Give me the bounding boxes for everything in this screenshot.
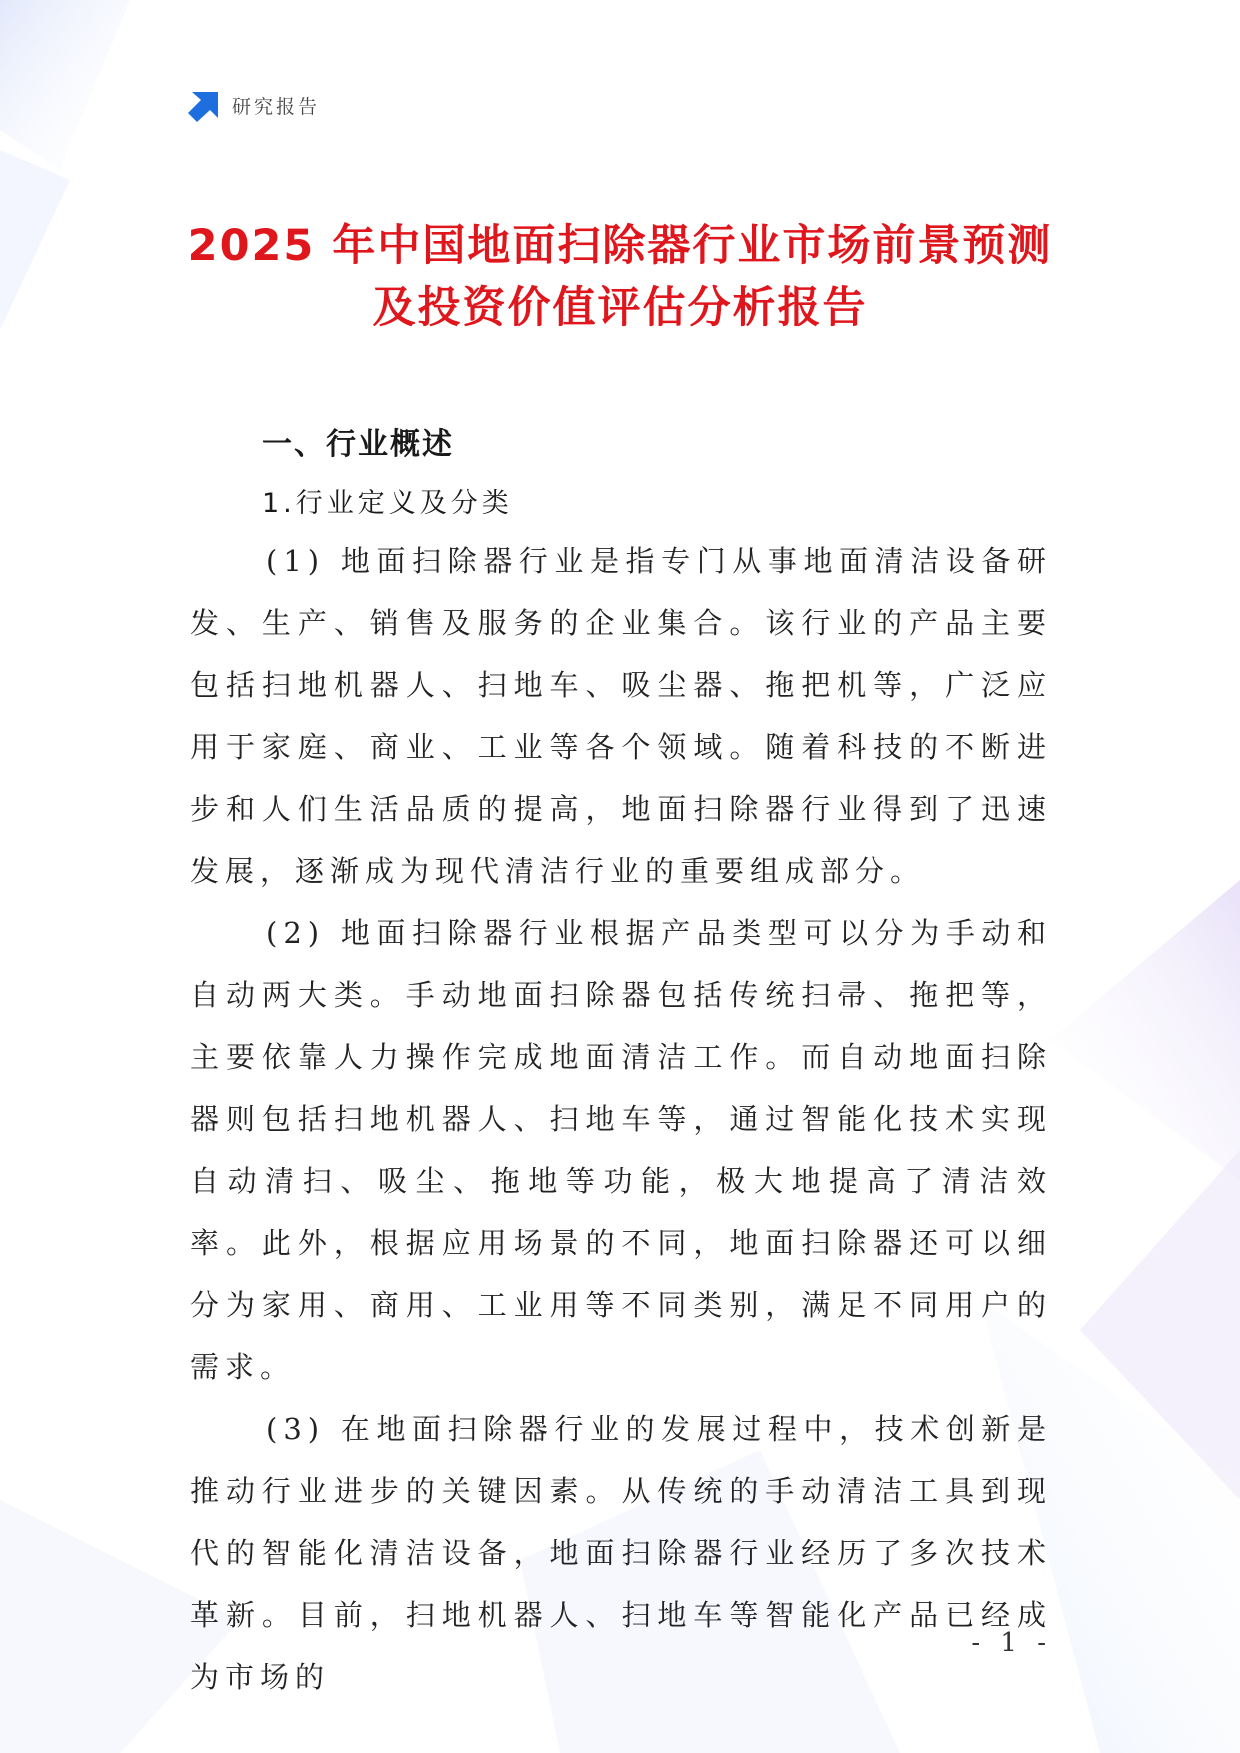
title-line-1: 2025 年中国地面扫除器行业市场前景预测 (187, 221, 1053, 271)
title-line-2: 及投资价值评估分析报告 (372, 283, 868, 333)
section-subheading: 1.行业定义及分类 (262, 488, 513, 519)
report-title (150, 215, 1090, 339)
report-body (190, 410, 1052, 1708)
paragraph-3: (3) 在地面扫除器行业的发展过程中，技术创新是推动行业进步的关键因素。从传统的手动清洁工具到现代的智能化清洁设备，地面扫除器行业经历了多次技术革新。目前，扫地机器人、扫地车等智能化产品已经成为市场的 (190, 1412, 1052, 1694)
header-label: 研究报告 (232, 95, 321, 118)
report-header (188, 88, 320, 122)
page-number: - 1 - (971, 1628, 1052, 1658)
section-heading: 一、行业概述 (262, 427, 454, 462)
paragraph-2: (2) 地面扫除器行业根据产品类型可以分为手动和自动两大类。手动地面扫除器包括传统扫帚、拖把等，主要依靠人力操作完成地面清洁工作。而自动地面扫除器则包括扫地机器人、扫地车等，通过智能化技术实现自动清扫、吸尘、拖地等功能，极大地提高了清洁效率。此外，根据应用场景的不同，地面扫除器还可以细分为家用、商用、工业用等不同类别，满足不同用户的需求。 (190, 916, 1052, 1384)
paragraph-1: (1) 地面扫除器行业是指专门从事地面清洁设备研发、生产、销售及服务的企业集合。该行业的产品主要包括扫地机器人、扫地车、吸尘器、拖把机等，广泛应用于家庭、商业、工业等各个领域。随着科技的不断进步和人们生活品质的提高，地面扫除器行业得到了迅速发展，逐渐成为现代清洁行业的重要组成部分。 (190, 544, 1052, 888)
arrow-up-right-icon (188, 88, 222, 122)
